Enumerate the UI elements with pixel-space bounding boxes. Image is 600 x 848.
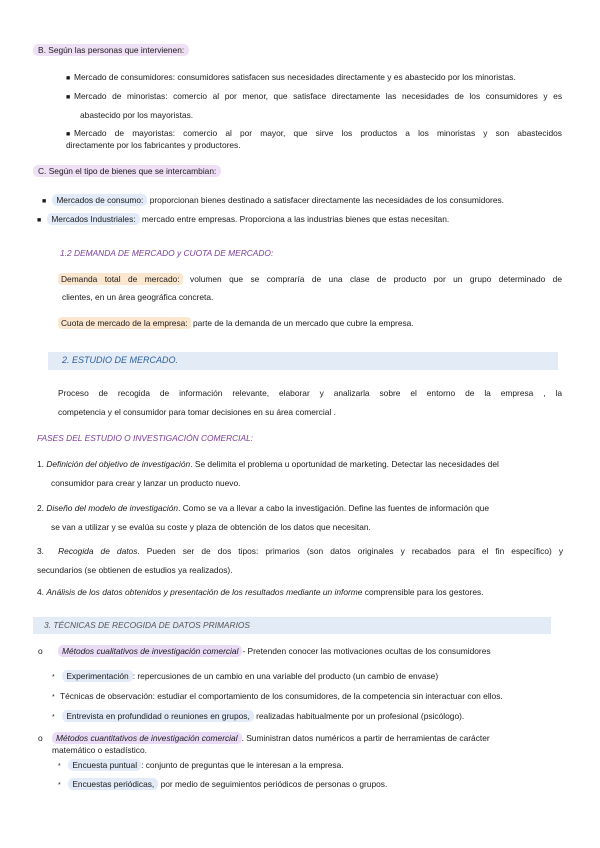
term-consumo: Mercados de consumo: — [52, 194, 147, 206]
fase-1 — [37, 459, 499, 470]
asterisk-bullet-icon: * — [52, 694, 55, 701]
cualitativo-item-3-desc: realizadas habitualmente por un profesional (psicólogo). — [253, 711, 465, 721]
desc-demanda-line2: clientes, en un área geográfica concreta. — [62, 292, 214, 302]
list-item-industriales — [37, 214, 449, 226]
fases-heading: FASES DEL ESTUDIO O INVESTIGACIÓN COMERCIAL: — [37, 433, 254, 443]
desc-industriales: mercado entre empresas. Proporciona a las industrias bienes que estas necesitan. — [139, 214, 450, 224]
cualitativo-item-2-desc: : estudiar el comportamiento de los consumidores, de la competencia sin interactuar con ellos. — [152, 691, 503, 701]
desc-mayoristas: comercio al por mayor, que sirve los productos a los minoristas y son abastecidos — [175, 128, 562, 138]
fase-3-desc: . Pueden ser de dos tipos: primarios (son datos originales y recabados para el fin específico) y — [137, 546, 564, 556]
asterisk-bullet-icon: * — [52, 674, 55, 681]
cualitativos-desc: - Pretenden conocer las motivaciones ocultas de los consumidores — [242, 646, 491, 656]
section-2-heading: 2. ESTUDIO DE MERCADO. — [62, 355, 179, 365]
fase-1-desc: . Se delimita el problema u oportunidad de marketing. Detectar las necesidades del — [190, 459, 499, 469]
desc-cuota: parte de la demanda de un mercado que cubre la empresa. — [190, 318, 414, 328]
section-b-heading — [33, 45, 189, 56]
cualitativo-item-1-term: Experimentación — [62, 670, 132, 682]
list-item-minoristas — [66, 91, 562, 103]
fase-2-desc: . Como se va a llevar a cabo la investigación. Define las fuentes de información que — [178, 503, 490, 513]
section-c-heading-text: C. Según el tipo de bienes que se intercambian: — [33, 165, 221, 177]
square-bullet-icon: ■ — [66, 75, 71, 82]
fase-1-number: 1. — [37, 459, 44, 469]
circle-bullet-icon: o — [38, 646, 43, 656]
square-bullet-icon: ■ — [37, 217, 42, 224]
asterisk-bullet-icon: * — [52, 714, 55, 721]
fase-2 — [37, 503, 489, 514]
metodos-cualitativos — [38, 646, 491, 657]
paragraph-proceso-line1: Proceso de recogida de información relevante, elaborar y analizarla sobre el entorno de la empresa , la — [58, 388, 562, 398]
cualitativos-term: Métodos cualitativos de investigación comercial — [58, 645, 242, 657]
desc-consumidores: consumidores satisfacen sus necesidades directamente y es abastecido por los minoristas. — [175, 72, 516, 82]
cualitativo-item-1 — [52, 671, 438, 683]
fase-4-desc: comprensible para los gestores. — [362, 587, 484, 597]
cuantitativos-desc-line2: matemático o estadístico. — [52, 745, 147, 755]
fase-3-term: Recogida de datos — [58, 546, 138, 556]
square-bullet-icon: ■ — [66, 94, 71, 101]
cualitativo-item-2 — [52, 691, 503, 703]
term-demanda: Demanda total de mercado: — [58, 273, 183, 285]
fase-4-term: Análisis de los datos obtenidos y presentación de los resultados mediante un informe — [46, 587, 363, 597]
term-mayoristas: Mercado de mayoristas: — [74, 128, 176, 138]
square-bullet-icon: ■ — [42, 198, 47, 205]
fase-2-number: 2. — [37, 503, 44, 513]
desc-minoristas: comercio al por menor, que satisface directamente las necesidades de los consumidores y es — [167, 91, 563, 101]
list-item-consumo — [42, 195, 504, 207]
cualitativo-item-2-term: Técnicas de observación — [60, 691, 153, 701]
desc-minoristas-line2: abastecido por los mayoristas. — [80, 110, 194, 120]
term-cuota: Cuota de mercado de la empresa: — [58, 317, 191, 329]
fase-3-desc-line2: secundarios (se obtienen de estudios ya realizados). — [37, 565, 233, 575]
fase-3 — [37, 546, 563, 557]
list-item-consumidores — [66, 72, 516, 84]
term-industriales: Mercados Industriales: — [47, 213, 139, 225]
section-c-heading — [33, 166, 221, 177]
square-bullet-icon: ■ — [66, 131, 71, 138]
cuantitativo-item-2-term: Encuestas periódicas, — [68, 778, 158, 790]
fase-3-number: 3. — [37, 546, 44, 556]
cuantitativo-item-1 — [58, 760, 344, 772]
metodos-cuantitativos — [38, 733, 490, 744]
cuantitativo-item-1-term: Encuesta puntual — [68, 759, 141, 771]
paragraph-demanda — [58, 274, 562, 285]
paragraph-cuota — [58, 318, 414, 329]
cuantitativos-desc: . Suministran datos numéricos a partir de herramientas de carácter — [241, 733, 490, 743]
fase-1-desc-line2: consumidor para crear y lanzar un producto nuevo. — [51, 478, 241, 488]
cualitativo-item-3-term: Entrevista en profundidad o reuniones en grupos, — [62, 710, 253, 722]
cuantitativo-item-2 — [58, 779, 387, 791]
cuantitativos-term: Métodos cuantitativos de investigación comercial — [52, 732, 242, 744]
desc-mayoristas-line2: directamente por los fabricantes y productores. — [66, 140, 241, 150]
term-minoristas: Mercado de minoristas: — [74, 91, 168, 101]
fase-2-term: Diseño del modelo de investigación — [46, 503, 179, 513]
cualitativo-item-3 — [52, 711, 464, 723]
list-item-mayoristas — [66, 128, 562, 140]
fase-4 — [37, 587, 484, 598]
term-consumidores: Mercado de consumidores: — [74, 72, 176, 82]
paragraph-proceso-line2: competencia y el consumidor para tomar decisiones en su área comercial . — [58, 407, 336, 417]
asterisk-bullet-icon: * — [58, 782, 61, 789]
desc-demanda: volumen que se compraría de una clase de producto por un grupo determinado de — [182, 274, 562, 284]
asterisk-bullet-icon: * — [58, 763, 61, 770]
section-b-heading-text: B. Según las personas que intervienen: — [33, 44, 189, 56]
cualitativo-item-1-desc: : repercusiones de un cambio en una variable del producto (un cambio de envase) — [132, 671, 439, 681]
subsection-1-2-heading: 1.2 DEMANDA DE MERCADO y CUOTA DE MERCADO: — [60, 248, 274, 258]
cuantitativo-item-2-desc: por medio de seguimientos periódicos de personas o grupos. — [158, 779, 388, 789]
fase-2-desc-line2: se van a utilizar y se evalúa su coste y plaza de obtención de los datos que necesitan. — [51, 522, 371, 532]
fase-4-number: 4. — [37, 587, 44, 597]
section-3-heading: 3. TÉCNICAS DE RECOGIDA DE DATOS PRIMARIOS — [44, 620, 250, 630]
cuantitativo-item-1-desc: : conjunto de preguntas que le interesan a la empresa. — [141, 760, 344, 770]
desc-consumo: proporcionan bienes destinado a satisfacer directamente las necesidades de los consumidores. — [147, 195, 505, 205]
fase-1-term: Definición del objetivo de investigación — [46, 459, 191, 469]
circle-bullet-icon: o — [38, 733, 43, 743]
